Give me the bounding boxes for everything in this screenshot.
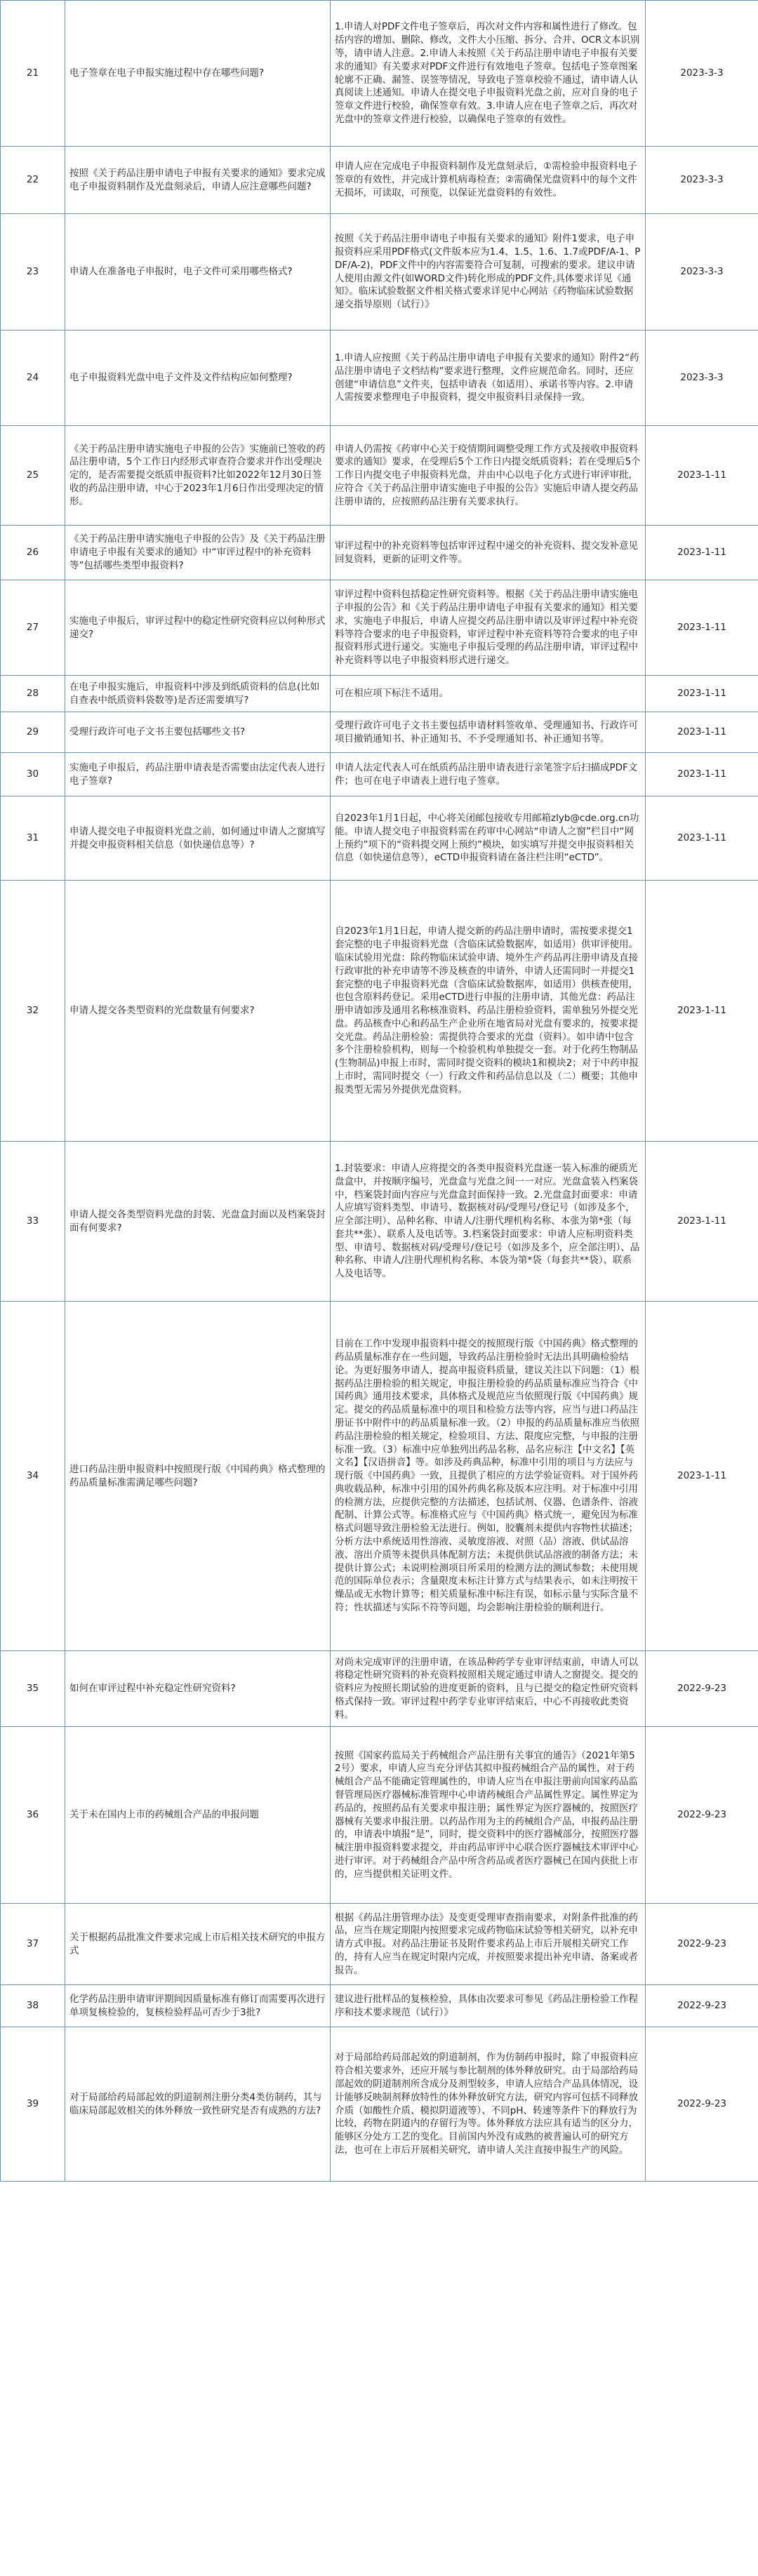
- table-row: [1, 796, 758, 881]
- date-cell: 2022-9-23: [646, 2027, 758, 2182]
- table-row: [1, 1904, 758, 1985]
- question-cell: 化学药品注册申请审评期间因质量标准有修订而需要再次进行单项复核检验的，复核检验样品可否少于3批?: [65, 1985, 331, 2027]
- date-cell: 2023-3-3: [646, 1, 758, 147]
- date-cell: 2023-1-11: [646, 676, 758, 712]
- row-number: 23: [1, 214, 65, 331]
- table-row: [1, 676, 758, 712]
- row-number: 29: [1, 712, 65, 753]
- answer-cell: 申请人应在完成电子申报资料制作及光盘刻录后，①需检验申报资料电子签章的有效性，并完成计算机病毒检查；②需确保光盘资料中的每个文件无损坏，可读取，可预览，以保证光盘资料的有效性。: [331, 147, 646, 214]
- question-cell: 对于局部给药局部起效的阴道制剂注册分类4类仿制药，其与临床局部起效相关的体外释放一致性研究是否有成熟的方法?: [65, 2027, 331, 2182]
- row-number: 35: [1, 1651, 65, 1727]
- date-cell: 2023-3-3: [646, 331, 758, 426]
- row-number: 33: [1, 1142, 65, 1302]
- question-cell: 《关于药品注册申请实施电子申报的公告》实施前已签收的药品注册申请，5个工作日内经形式审查符合要求并作出受理决定的，是否需要提交纸质申报资料?比如2022年12月30日签收的药品注册申请，中心于2023年1月6日作出受理决定的情形。: [65, 426, 331, 526]
- row-number: 36: [1, 1727, 65, 1904]
- table-row: [1, 580, 758, 676]
- question-cell: 按照《关于药品注册申请电子申报有关要求的通知》要求完成电子申报资料制作及光盘刻录后，申请人应注意哪些问题?: [65, 147, 331, 214]
- answer-cell: 建议进行批样品的复核检验，具体由次要求可参见《药品注册检验工作程序和技术要求规范（试行）》: [331, 1985, 646, 2027]
- answer-cell: 对于局部给药局部起效的阴道制剂，作为仿制药申报时，除了申报资料应符合相关要求外，还应开展与参比制剂的体外释放研究。由于局部给药局部起效的阴道制剂所含成分及剂型较多，申请人应结合产品具体情况，设计能够反映制剂释放特性的体外释放研究方法，研究内容可包括不同释放介质（如酸性介质、模拟阴道液等）、不同pH、转速等条件下的释放行为比较，药物在阴道内的存留行为等。体外释放方法应具有适当的区分力，能够区分处方工艺的变化。目前国内外没有成熟的被普遍认可的研究方法，也可在上市后开展相关研究，请申请人关注直接申报生产的风险。: [331, 2027, 646, 2182]
- answer-cell: 申请人法定代表人可在纸质药品注册申请表进行亲笔签字后扫描成PDF文件；也可在电子申请表上进行电子签章。: [331, 753, 646, 796]
- date-cell: 2022-9-23: [646, 1651, 758, 1727]
- table-row: [1, 214, 758, 331]
- row-number: 28: [1, 676, 65, 712]
- row-number: 25: [1, 426, 65, 526]
- question-cell: 关于根据药品批准文件要求完成上市后相关技术研究的申报方式: [65, 1904, 331, 1985]
- date-cell: 2023-1-11: [646, 426, 758, 526]
- date-cell: 2022-9-23: [646, 1727, 758, 1904]
- table-row: [1, 526, 758, 580]
- answer-cell: 可在相应项下标注不适用。: [331, 676, 646, 712]
- answer-cell: 受理行政许可电子文书主要包括申请材料签收单、受理通知书、行政许可项目撤销通知书、补正通知书、不予受理通知书、补正通知书等。: [331, 712, 646, 753]
- question-cell: 电子申报资料光盘中电子文件及文件结构应如何整理?: [65, 331, 331, 426]
- answer-cell: 1.封装要求：申请人应将提交的各类申报资料光盘逐一装入标准的硬质光盘盒中，并按顺序编号，光盘盒与光盘之间一一对应。光盘盒装入档案袋中，档案袋封面内容应与光盘盒封面保持一致。2.光盘盒封面要求：申请人应填写资料类型、申请号、数据核对码/受理号/登记号（如涉及多个，应全部注明）、品种名称、申请人/注册代理机构名称、本张为第*张（每套共**张）、联系人及电话等。3.档案袋封面要求：申请人应标明资料类型、申请号、数据核对码/受理号/登记号（如涉及多个，应全部注明）、品种名称、申请人/注册代理机构名称、本袋为第*袋（每套共**袋）、联系人及电话等。: [331, 1142, 646, 1302]
- row-number: 37: [1, 1904, 65, 1985]
- table-row: [1, 1, 758, 147]
- date-cell: 2023-1-11: [646, 526, 758, 580]
- answer-cell: 根据《药品注册管理办法》及变更受理审查指南要求，对附条件批准的药品，应当在规定期限内按照要求完成药物临床试验等相关研究，以补充申请方式申报。对药品注册证书及附件要求药品上市后开展相关研究工作的，持有人应当在规定时限内完成，并按照要求提出补充申请、备案或者报告。: [331, 1904, 646, 1985]
- question-cell: 进口药品注册申报资料中按照现行版《中国药典》格式整理的药品质量标准需满足哪些问题?: [65, 1302, 331, 1651]
- table-row: [1, 1651, 758, 1727]
- answer-cell: 对尚未完成审评的注册申请，在该品种药学专业审评结束前，申请人可以将稳定性研究资料的补充资料按照相关规定通过申请人之窗提交。提交的资料应为按照长期试验的进度更新的资料，且与已提交的稳定性研究资料格式保持一致。审评过程中药学专业审评结束后，中心不再接收此类资料。: [331, 1651, 646, 1727]
- table-row: [1, 1142, 758, 1302]
- table-row: [1, 881, 758, 1142]
- table-row: [1, 2027, 758, 2182]
- question-cell: 在电子申报实施后，申报资料中涉及到纸质资料的信息(比如自查表中纸质资料袋数等)是否还需要填写?: [65, 676, 331, 712]
- answer-cell: 审评过程中的补充资料等包括审评过程中递交的补充资料、提交发补意见回复资料，更新的证明文件等。: [331, 526, 646, 580]
- row-number: 27: [1, 580, 65, 676]
- answer-cell: 申请人仍需按《药审中心关于疫情期间调整受理工作方式及接收申报资料要求的通知》要求，在受理后5个工作日内提交纸质资料；若在受理后5个工作日内提交电子申报资料光盘，并由中心以电子化方式进行审评审批，应符合《关于药品注册申请实施电子申报的公告》实施后申请人提交药品注册申请的，应按照药品注册有关要求执行。: [331, 426, 646, 526]
- row-number: 34: [1, 1302, 65, 1651]
- table-row: [1, 753, 758, 796]
- answer-cell: 目前在工作中发现申报资料中提交的按照现行版《中国药典》格式整理的药品质量标准存在一些问题，导致药品注册检验时无法出具明确检验结论。为更好服务申请人，提高申报资料质量，建议关注以下问题：（1）根据药品注册检验的相关规定，申报注册检验的药品质量标准应当符合《中国药典》通用技术要求，具体格式及规范应当依照现行版《中国药典》规定。提交的药品质量标准中的项目和检验方法等内容，应当与进口药品注册证书中附件中的药品质量标准一致。（2）申报的药品质量标准应当依照药品注册检验的相关规定，检验项目、方法、限度应完整，与申报的注册标准一致。（3）标准中应单独列出药品名称，品名应标注【中文名】【英文名】【汉语拼音】等。如涉及药典品种，标准中引用的项目与方法应与现行版《中国药典》一致，且提供了相应的方法学验证资料。对于国外药典收载品种，标准中引用的国外药典名称及版本应注明。对于标准中引用的检测方法，应提供完整的方法描述，包括试剂、仪器、色谱条件、溶液配制、计算公式等。标准格式应与《中国药典》格式统一，避免因为标准格式问题导致注册检验无法进行。例如，胶囊剂未提供内容物性状描述；分析方法中系统适用性溶液、灵敏度溶液、对照（品）溶液、供试品溶液、溶出介质等未提供具体配制方法；未提供供试品溶液的制备方法；未提供计算公式；未说明检测项目所采用的检测方法的测试参数；未使用规范的国际单位表示；含量限度未标注计算方式与结果表示，如未注明按干燥品或无水物计算等；相关质量标准中标注有误，如标示量与实际含量不符；性状描述与实际不符等问题，均会影响注册检验的顺利进行。: [331, 1302, 646, 1651]
- date-cell: 2023-3-3: [646, 147, 758, 214]
- faq-table-body: [1, 1, 758, 2182]
- row-number: 39: [1, 2027, 65, 2182]
- question-cell: 电子签章在电子申报实施过程中存在哪些问题?: [65, 1, 331, 147]
- question-cell: 实施电子申报后，药品注册申请表是否需要由法定代表人进行电子签章?: [65, 753, 331, 796]
- table-row: [1, 1985, 758, 2027]
- date-cell: 2023-1-11: [646, 881, 758, 1142]
- answer-cell: 按照《国家药监局关于药械组合产品注册有关事宜的通告》（2021年第52号）要求，申请人应当充分评估其拟申报药械组合产品的属性，对于药械组合产品不能确定管理属性的，申请人应当在申报注册前向国家药品监督管理局医疗器械标准管理中心申请药械组合产品属性界定。属性界定为药品的，按照药品有关要求申报注册；属性界定为医疗器械的，按照医疗器械有关要求申报注册。以药品作用为主的药械组合产品，申报药品注册的，申请表中填报“是”，同时，提交资料中的医疗器械部分，按照医疗器械注册申报资料要求提交，并由药品审评中心联合医疗器械技术审评中心进行审评。对于药械组合产品中所含药品或者医疗器械已在国内获批上市的，应当提供相关证明文件。: [331, 1727, 646, 1904]
- question-cell: 关于未在国内上市的药械组合产品的申报问题: [65, 1727, 331, 1904]
- answer-cell: 自2023年1月1日起，中心将关闭邮包接收专用邮箱zlyb@cde.org.cn功能。申请人提交电子申报资料需在药审中心网站“申请人之窗”栏目中“网上预约”项下的“资料提交网上预约”模块，如实填写并提交申报资料相关信息（如快递信息等），eCTD申报资料请在备注栏注明“eCTD”。: [331, 796, 646, 881]
- answer-cell: 1.申请人对PDF文件电子签章后，再次对文件内容和属性进行了修改。包括内容的增加、删除、修改，文件大小压缩、拆分、合并、OCR文本识别等，请申请人注意。2.申请人未按照《关于药品注册申请电子申报有关要求的通知》有关要求对PDF文件进行有效地电子签章。包括电子签章图案轮廓不正确、漏签、误签等情况，导致电子签章校验不通过，请申请人认真阅读上述通知。申请人在提交电子申报资料光盘之前，应对自身的电子签章文件进行校验，确保签章有效。3.申请人应在电子签章之后，再次对光盘中的签章文件进行校验，以确保电子签章的有效性。: [331, 1, 646, 147]
- answer-cell: 1.申请人应按照《关于药品注册申请电子申报有关要求的通知》附件2“药品注册申请电子文档结构”要求进行整理，文件应规范命名。同时，还应创建“申请信息”文件夹，包括申请表（如适用）、承诺书等内容。2.申请人需按要求整理电子申报资料，提交申报资料目录保持一致。: [331, 331, 646, 426]
- row-number: 24: [1, 331, 65, 426]
- table-row: [1, 426, 758, 526]
- answer-cell: 自2023年1月1日起，申请人提交新的药品注册申请时，需按要求提交1套完整的电子申报资料光盘（含临床试验数据库，如适用）供审评使用。临床试验用光盘：除药物临床试验申请、境外生产药品再注册申请及直接行政审批的补充申请等不涉及核查的申请外，申请人还需同时一并提交1套完整的电子申报资料光盘（含临床试验数据库，如适用）供核查使用，也包含原料药登记。采用eCTD进行申报的注册申请，其他光盘：药品注册申请如涉及通用名称核准资料、药品注册检验资料，需单独另外提交光盘。药品核查中心和药品生产企业所在地省局对光盘有要求的，按要求提交光盘。药品注册检验：需提供符合要求的光盘（资料）。如申请中包含多个注册检验机构，则每一个检验机构单独提交一套。对于化药生物制品(生物制品)申报上市时，需同时提交资料的模块1和模块2；对于中药申报上市时，需同时提交（一）行政文件和药品信息以及（二）概要；其他申报类型无需另外提供光盘资料。: [331, 881, 646, 1142]
- date-cell: 2023-3-3: [646, 214, 758, 331]
- table-row: [1, 1727, 758, 1904]
- question-cell: 实施电子申报后，审评过程中的稳定性研究资料应以何种形式递交?: [65, 580, 331, 676]
- date-cell: 2023-1-11: [646, 1302, 758, 1651]
- question-cell: 受理行政许可电子文书主要包括哪些文书?: [65, 712, 331, 753]
- question-cell: 申请人提交电子申报资料光盘之前，如何通过申请人之窗填写并提交申报资料相关信息（如快递信息等）?: [65, 796, 331, 881]
- row-number: 30: [1, 753, 65, 796]
- date-cell: 2022-9-23: [646, 1904, 758, 1985]
- table-row: [1, 1302, 758, 1651]
- row-number: 32: [1, 881, 65, 1142]
- date-cell: 2023-1-11: [646, 580, 758, 676]
- row-number: 26: [1, 526, 65, 580]
- question-cell: 申请人提交各类型资料光盘的封装、光盘盒封面以及档案袋封面有何要求?: [65, 1142, 331, 1302]
- question-cell: 如何在审评过程中补充稳定性研究资料?: [65, 1651, 331, 1727]
- table-row: [1, 147, 758, 214]
- row-number: 22: [1, 147, 65, 214]
- row-number: 31: [1, 796, 65, 881]
- answer-cell: 按照《关于药品注册申请电子申报有关要求的通知》附件1要求，电子申报资料应采用PDF格式(文件版本应为1.4、1.5、1.6、1.7或PDF/A-1、PDF/A-2)，PDF文件中的内容需要符合可复制，可搜索的要求。建议申请人使用由源文件(如WORD文件)转化形成的PDF文件,具体要求详见《通知》。临床试验数据文件相关格式要求详见中心网站《药物临床试验数据递交指导原则（试行）》: [331, 214, 646, 331]
- table-row: [1, 331, 758, 426]
- table-row: [1, 712, 758, 753]
- date-cell: 2023-1-11: [646, 712, 758, 753]
- row-number: 38: [1, 1985, 65, 2027]
- date-cell: 2023-1-11: [646, 753, 758, 796]
- date-cell: 2023-1-11: [646, 1142, 758, 1302]
- row-number: 21: [1, 1, 65, 147]
- answer-cell: 审评过程中资料包括稳定性研究资料等。根据《关于药品注册申请实施电子申报的公告》和《关于药品注册申请电子申报有关要求的通知》相关要求，实施电子申报后，申请人应提交药品注册申请以及审评过程中补充资料等符合要求的电子申报资料，审评过程中补充资料等符合要求的电子申报资料形式进行递交。实施电子申报后受理的药品注册申请，审评过程中补充资料等以电子申报资料形式进行递交。: [331, 580, 646, 676]
- date-cell: 2022-9-23: [646, 1985, 758, 2027]
- question-cell: 申请人在准备电子申报时，电子文件可采用哪些格式?: [65, 214, 331, 331]
- date-cell: 2023-1-11: [646, 796, 758, 881]
- question-cell: 申请人提交各类型资料的光盘数量有何要求?: [65, 881, 331, 1142]
- question-cell: 《关于药品注册申请实施电子申报的公告》及《关于药品注册申请电子申报有关要求的通知》中“审评过程中的补充资料等”包括哪些类型申报资料?: [65, 526, 331, 580]
